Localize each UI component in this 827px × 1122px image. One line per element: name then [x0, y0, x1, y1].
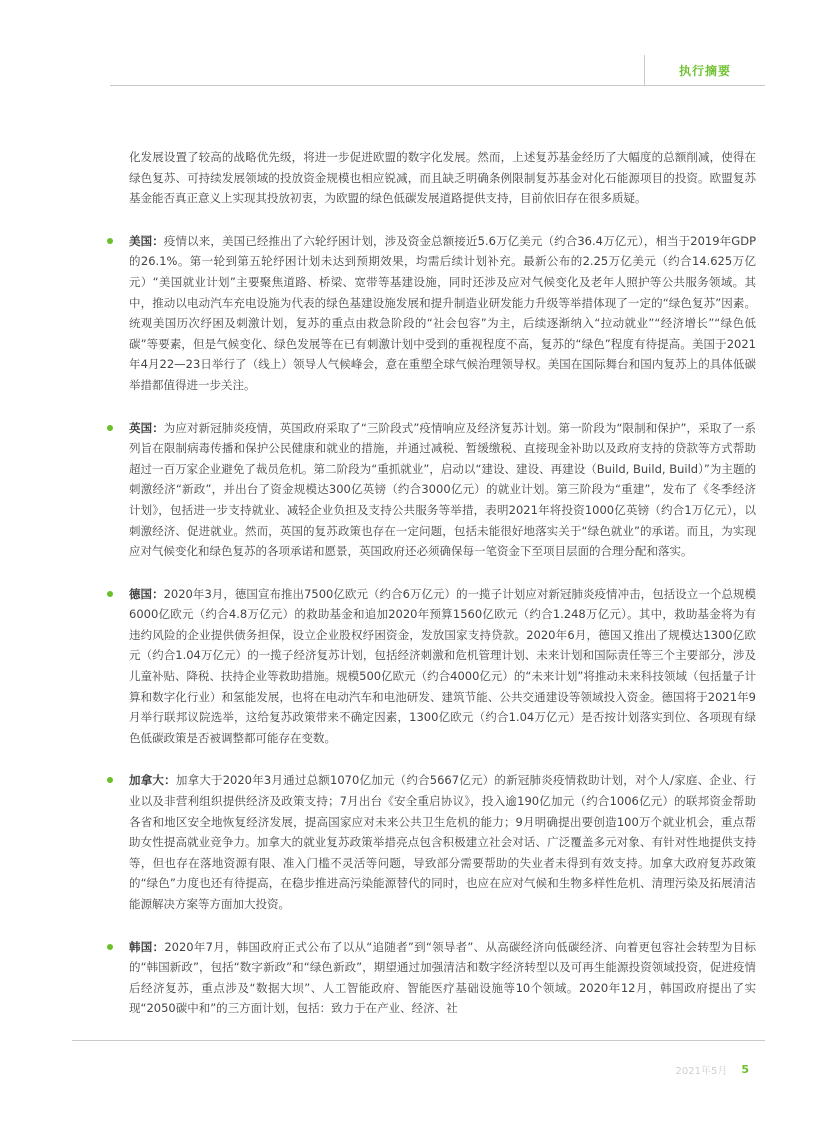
footer-date: 2021年5月	[675, 1066, 728, 1077]
bullet-icon	[107, 591, 113, 597]
bullet-icon	[107, 777, 113, 783]
bullet-icon	[107, 944, 113, 950]
country-item-uk	[94, 418, 756, 562]
country-item-korea	[94, 937, 756, 1019]
country-name: 美国：	[129, 233, 164, 248]
country-text: 2020年3月，德国宣布推出7500亿欧元（约合6万亿元）的一揽子计划应对新冠肺炎疫情冲击，包括设立一个总规模6000亿欧元（约合4.8万亿元）的救助基金和追加2020年预算1560亿欧元（约合1.248万亿元）。其中，救助基金将为有违约风险的企业提供债务担保，设立企业股权纾困资金，发放国家支持贷款。2020年6月，德国又推出了规模达1300亿欧元（约合1.04万亿元）的一揽子经济复苏计划，包括经济刺激和危机管理计划、未来计划和国际责任等三个主要部分，涉及儿童补贴、降税、扶持企业等救助措施。规模500亿欧元（约合4000亿元）的“未来计划”将推动未来科技领域（包括量子计算和数字化行业）和氢能发展，也将在电动汽车和电池研发、建筑节能、公共交通建设等领域投入资金。德国将于2021年9月举行联邦议院选举，这给复苏政策带来不确定因素，1300亿欧元（约合1.04万亿元）是否按计划落实到位、各项现有绿色低碳政策是否被调整都可能存在变数。	[129, 586, 756, 745]
bullet-icon	[107, 238, 113, 244]
country-item-canada	[94, 770, 756, 914]
footer	[676, 1062, 749, 1077]
page-number: 5	[741, 1063, 749, 1076]
header-rule	[110, 85, 765, 86]
country-text: 加拿大于2020年3月通过总额1070亿加元（约合5667亿元）的新冠肺炎疫情救助计划，对个人/家庭、企业、行业以及非营利组织提供经济及政策支持；7月出台《安全重启协议》，投入逾190亿加元（约合1006亿元）的联邦资金帮助各省和地区安全地恢复经济发展，提高国家应对未来公共卫生危机的能力；9月明确提出要创造100万个就业机会，重点帮助女性提高就业竞争力。加拿大的就业复苏政策举措亮点包含积极建立社会对话、广泛覆盖多元对象、有针对性地提供支持等，但也存在落地资源有限、准入门槛不灵活等问题，导致部分需要帮助的失业者未得到有效支持。加拿大政府复苏政策的“绿色”力度也还有待提高，在稳步推进高污染能源替代的同时，也应在应对气候和生物多样性危机、清理污染及拓展清洁能源解决方案等方面加大投资。	[129, 773, 756, 911]
country-item-usa	[94, 231, 756, 396]
country-name: 韩国：	[129, 939, 165, 954]
country-text: 为应对新冠肺炎疫情，英国政府采取了“三阶段式”疫情响应及经济复苏计划。第一阶段为“限制和保护”，采取了一系列旨在限制病毒传播和保护公民健康和就业的措施，并通过减税、暂缓缴税、直接现金补助以及政府支持的贷款等方式帮助超过一百万家企业避免了裁员危机。第二阶段为“重抓就业”，启动以“建设、建设、再建设（Build, Build, Build）”为主题的刺激经济“新政”，并出台了资金规模达300亿英镑（约合3000亿元）的就业计划。第三阶段为“重建”，发布了《冬季经济计划》，包括进一步支持就业、减轻企业负担及支持公共服务等举措，表明2021年将投资1000亿英镑（约合1万亿元），以刺激经济、促进就业。然而，英国的复苏政策也存在一定问题，包括未能很好地落实关于“绿色就业”的承诺。而且，为实现应对气候变化和绿色复苏的各项承诺和愿景，英国政府还必须确保每一笔资金下至项目层面的合理分配和落实。	[129, 420, 757, 559]
country-item-germany	[94, 584, 756, 749]
footer-rule	[72, 1040, 765, 1041]
country-name: 加拿大：	[129, 773, 176, 788]
page-content	[94, 147, 756, 1019]
section-label: 执行摘要	[644, 55, 765, 85]
bullet-icon	[107, 425, 113, 431]
country-text: 疫情以来，美国已经推出了六轮纾困计划，涉及资金总额接近5.6万亿美元（约合36.4万亿元），相当于2019年GDP的26.1%。第一轮到第五轮纾困计划未达到预期效果，均需后续计划补充。最新公布的2.25万亿美元（约合14.625万亿元）“美国就业计划”主要聚焦道路、桥梁、宽带等基建设施，同时还涉及应对气候变化及老年人照护等公共服务领域。其中，推动以电动汽车充电设施为代表的绿色基建设施发展和提升制造业研发能力升级等举措体现了一定的“绿色复苏”因素。统观美国历次纾困及刺激计划，复苏的重点由救急阶段的“社会包容”为主，后续逐渐纳入“拉动就业”“经济增长”“绿色低碳”等要素，但是气候变化、绿色发展等在已有刺激计划中受到的重视程度不高，复苏的“绿色”程度有待提高。美国于2021年4月22—23日举行了（线上）领导人气候峰会，意在重塑全球气候治理领导权。美国在国际舞台和国内复苏上的具体低碳举措都值得进一步关注。	[129, 233, 757, 392]
country-name: 英国：	[129, 420, 164, 435]
country-text: 2020年7月，韩国政府正式公布了以从“追随者”到“领导者”、从高碳经济向低碳经济、向着更包容社会转型为目标的“韩国新政”，包括“数字新政”和“绿色新政”，期望通过加强清洁和数字经济转型以及可再生能源投资领域投资，促进疫情后经济复苏，重点涉及“数据大坝”、人工智能政府、智能医疗基础设施等10个领域。2020年12月，韩国政府提出了实现“2050碳中和”的三方面计划，包括：致力于在产业、经济、社	[129, 939, 756, 1016]
intro-paragraph: 化发展设置了较高的战略优先级，将进一步促进欧盟的数字化发展。然而，上述复苏基金经历了大幅度的总额削减，使得在绿色复苏、可持续发展领域的投放资金规模也相应锐减，而且缺乏明确条例限制复苏基金对化石能源项目的投资。欧盟复苏基金能否真正意义上实现其投放初衷，为欧盟的绿色低碳发展道路提供支持，目前依旧存在很多质疑。	[129, 150, 756, 206]
country-name: 德国：	[129, 586, 164, 601]
